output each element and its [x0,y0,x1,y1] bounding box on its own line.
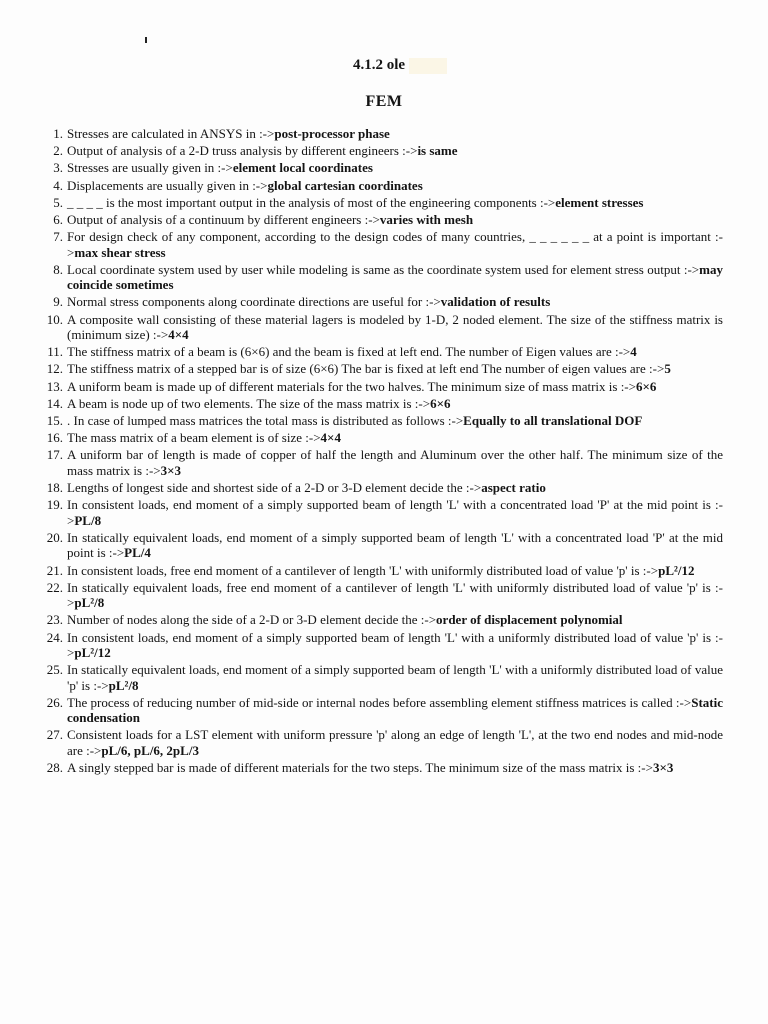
question-number: 22. [46,579,63,595]
question-text: A singly stepped bar is made of different materials for the two steps. The minimum size of the mass matrix is :-> [67,759,653,775]
answer-text: 5 [664,361,671,377]
answer-text: pL²/12 [658,562,695,578]
question-text: A uniform beam is made up of different materials for the two halves. The minimum size of mass matrix is :-> [67,378,636,394]
answer-text: pL²/8 [108,677,139,693]
answer-text: PL/4 [124,545,151,561]
question-number: 28. [46,759,63,775]
question-number: 20. [46,529,63,545]
question-item [33,612,723,627]
question-item [33,160,723,175]
answer-text: order of displacement polynomial [436,612,623,628]
question-text: . In case of lumped mass matrices the total mass is distributed as follows :-> [67,413,464,429]
question-text: The mass matrix of a beam element is of size :-> [67,430,321,446]
question-body [67,396,723,411]
question-number: 15. [46,413,63,429]
answer-text: element stresses [555,194,644,210]
question-body [67,760,723,775]
question-body [67,229,723,260]
question-number: 1. [53,126,63,141]
question-number: 7. [53,229,63,245]
question-item [33,312,723,343]
question-number: 26. [46,694,63,710]
question-text: Output of analysis of a continuum by different engineers :-> [67,212,380,228]
answer-text: aspect ratio [481,480,546,496]
answer-text: Static condensation [67,694,723,726]
question-text: The stiffness matrix of a beam is (6×6) and the beam is fixed at left end. The number of Eigen values are :-> [67,344,631,360]
question-body [67,630,723,661]
question-text: _ _ _ _ is the most important output in the analysis of most of the engineering components :-> [67,194,556,210]
question-body [67,126,723,141]
document-title: FEM [365,93,403,110]
question-number: 13. [46,378,63,394]
question-number: 8. [53,261,63,277]
answer-text: max shear stress [74,244,166,260]
question-number: 19. [46,497,63,513]
question-text: Stresses are usually given in :-> [67,160,233,176]
answer-text: may coincide sometimes [67,261,723,293]
answer-text: 4 [630,344,637,360]
answer-text: 4×4 [320,430,341,446]
question-body [67,195,723,210]
question-number: 24. [46,629,63,645]
highlight-mark [409,58,447,74]
scan-speck [145,37,147,43]
question-number: 5. [53,194,63,210]
question-body [67,262,723,293]
question-text: In statically equivalent loads, free end moment of a cantilever of length 'L' with uniformly distributed load of value 'p' is :-> [67,579,723,611]
question-item [33,662,723,693]
question-number: 23. [46,612,63,628]
question-number: 4. [53,177,63,193]
question-item [33,727,723,758]
answer-text: 6×6 [635,378,657,394]
question-body [67,447,723,478]
question-body [67,312,723,343]
question-number: 12. [46,361,63,377]
answer-text: pL/6, pL/6, 2pL/3 [101,742,199,758]
question-text: Displacements are usually given in :-> [67,177,268,193]
question-text: Normal stress components along coordinate directions are useful for :-> [67,294,441,310]
question-item [33,262,723,293]
question-item [33,379,723,394]
question-number: 27. [46,727,63,743]
question-number: 10. [46,311,63,327]
question-body [67,580,723,611]
question-text: A uniform bar of length is made of copper of half the length and Aluminum over the other half. The minimum size of the mass matrix is :-> [67,447,723,478]
question-item [33,413,723,428]
answer-text: 3×3 [652,759,674,775]
question-text: A composite wall consisting of these material lagers is modeled by 1-D, 2 noded element. The size of the stiffness matrix is (minimum size) :-> [67,311,723,343]
question-item [33,480,723,495]
question-number: 21. [46,562,63,578]
answer-text: is same [417,143,458,159]
question-item [33,580,723,611]
question-number: 6. [53,212,63,228]
question-body [67,662,723,693]
document-code-text: 4.1.2 ole [352,57,406,73]
question-body [67,563,723,578]
question-body [67,178,723,193]
question-body [67,695,723,726]
question-text: Stresses are calculated in ANSYS in :-> [67,126,275,141]
answer-text: 4×4 [168,327,189,343]
question-text: In statically equivalent loads, end moment of a simply supported beam of length 'L' with a uniformly distributed load of value 'p' is :-> [67,662,723,693]
question-text: For design check of any component, according to the design codes of many countries, _ _ _ _ _ _ at a point is important :-> [67,229,723,260]
question-item [33,361,723,376]
answer-text: 3×3 [160,462,182,478]
question-text: In statically equivalent loads, end moment of a simply supported beam of length 'L' with a concentrated load 'P' at the mid point is :-> [67,529,723,561]
question-number: 2. [53,143,63,159]
question-text: Output of analysis of a 2-D truss analysis by different engineers :-> [67,143,418,159]
question-body [67,530,723,561]
question-item [33,294,723,309]
question-body [67,294,723,309]
question-text: Consistent loads for a LST element with uniform pressure 'p' along an edge of length 'L', at the two end nodes and mid-node are :-> [67,727,723,758]
answer-text: PL/8 [74,512,102,528]
question-text: A beam is node up of two elements. The size of the mass matrix is :-> [67,395,431,411]
answer-text: validation of results [440,294,551,310]
question-text: In consistent loads, end moment of a simply supported beam of length 'L' with a uniformly distributed load of value 'p' is :-> [67,629,723,660]
question-item [33,344,723,359]
answer-text: post-processor phase [274,126,390,141]
question-item [33,630,723,661]
question-body [67,612,723,627]
question-item [33,695,723,726]
answer-text: 6×6 [430,395,451,411]
question-body [67,143,723,158]
question-text: Lengths of longest side and shortest side of a 2-D or 3-D element decide the :-> [67,480,482,496]
question-item [33,178,723,193]
question-text: In consistent loads, end moment of a simply supported beam of length 'L' with a concentrated load 'P' at the mid point is :-> [67,497,723,528]
question-body [67,212,723,227]
answer-text: varies with mesh [379,212,474,228]
question-body [67,480,723,495]
question-number: 14. [46,395,63,411]
question-list [33,126,723,777]
question-number: 16. [46,430,63,446]
question-item [33,530,723,561]
answer-text: pL²/8 [74,595,105,611]
question-item [33,760,723,775]
question-item [33,396,723,411]
question-number: 17. [46,447,63,463]
question-item [33,430,723,445]
question-text: The stiffness matrix of a stepped bar is of size (6×6) The bar is fixed at left end The number of eigen values are :-> [67,361,665,377]
question-item [33,447,723,478]
question-body [67,413,723,428]
question-body [67,497,723,528]
question-item [33,143,723,158]
question-text: In consistent loads, free end moment of a cantilever of length 'L' with uniformly distributed load of value 'p' is :-> [67,562,659,578]
question-item [33,126,723,141]
question-number: 18. [46,480,63,496]
question-body [67,361,723,376]
answer-text: global cartesian coordinates [267,177,423,193]
question-text: Number of nodes along the side of a 2-D or 3-D element decide the :-> [67,612,437,628]
question-item [33,212,723,227]
question-item [33,229,723,260]
question-number: 11. [47,344,63,360]
question-text: Local coordinate system used by user while modeling is same as the coordinate system used for element stress output :-> [67,261,700,277]
question-body [67,727,723,758]
answer-text: pL²/12 [74,644,111,660]
question-item [33,563,723,578]
question-number: 3. [53,160,63,176]
question-body [67,160,723,175]
question-number: 9. [53,294,63,310]
answer-text: element local coordinates [232,160,373,176]
answer-text: Equally to all translational DOF [463,413,643,429]
question-number: 25. [46,662,63,678]
question-item [33,195,723,210]
question-body [67,344,723,359]
question-body [67,430,723,445]
question-body [67,379,723,394]
document-code [0,57,768,74]
question-text: The process of reducing number of mid-side or internal nodes before assembling element stiffness matrices is called :-> [67,694,692,710]
question-item [33,497,723,528]
